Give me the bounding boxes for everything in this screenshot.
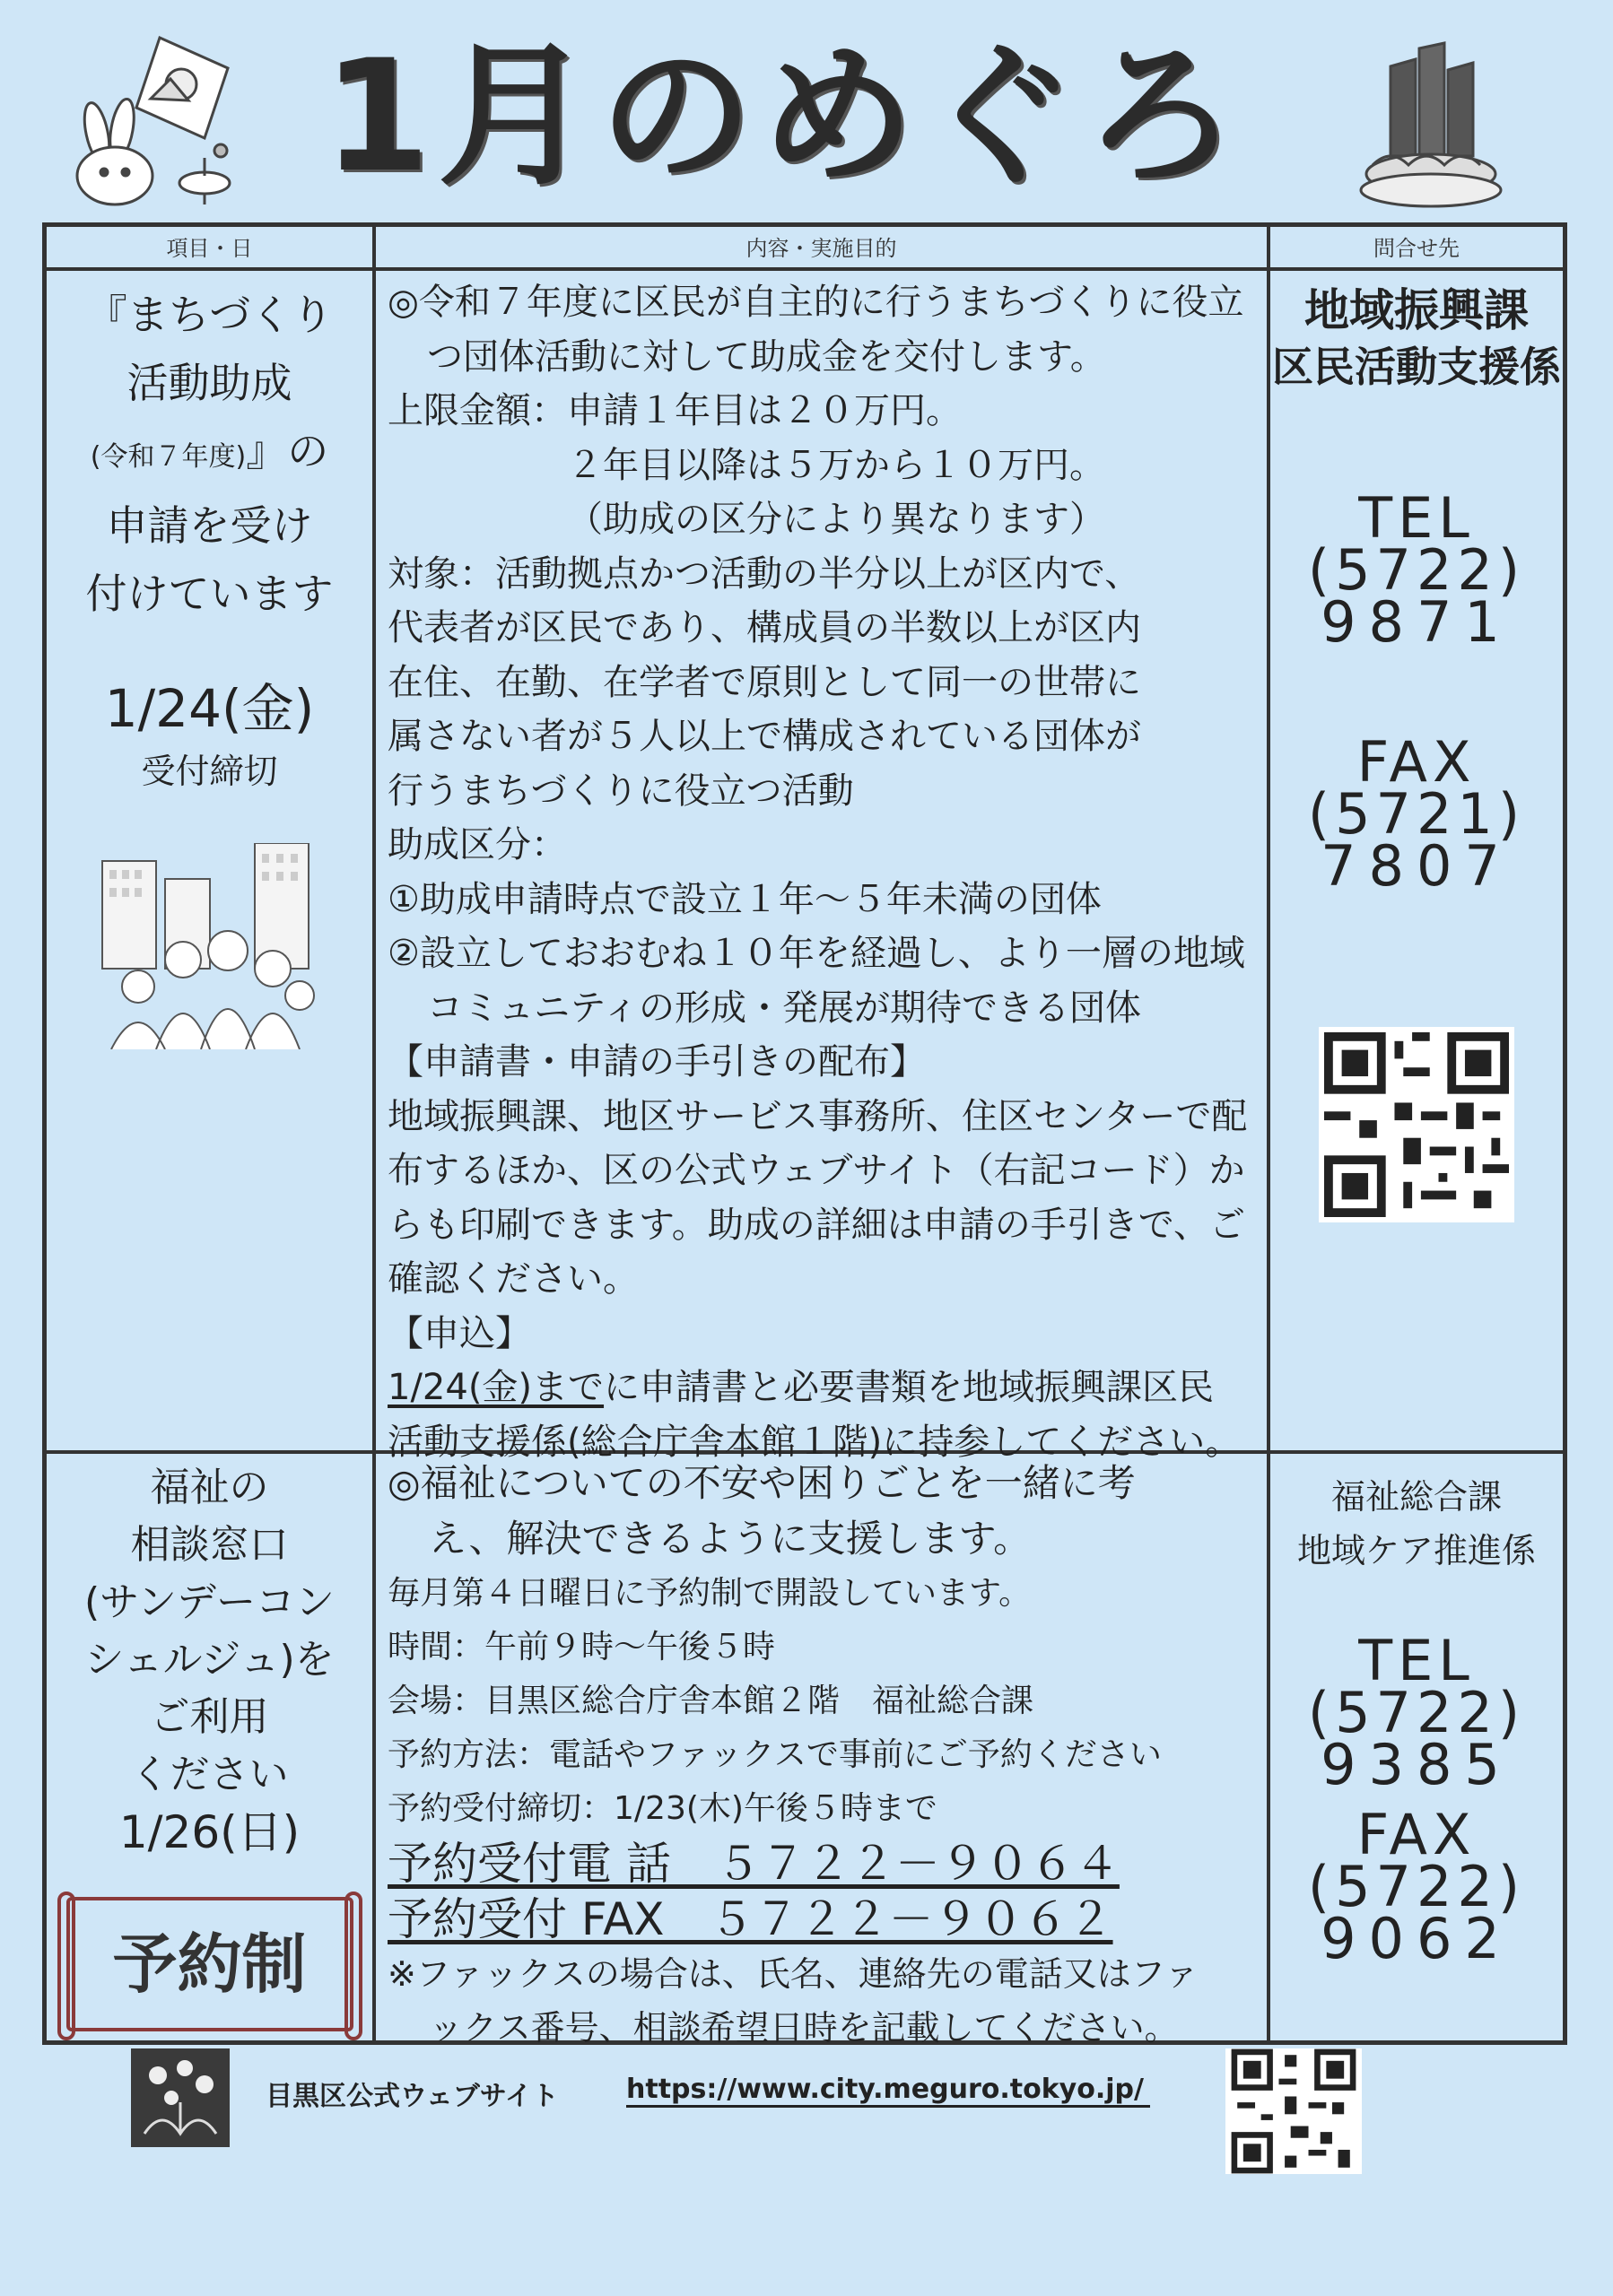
row2-reservation-tel: [388, 1836, 1262, 1892]
row2-fax-label: FAX: [1356, 1802, 1477, 1867]
row1-content-line: 【申込】: [388, 1312, 531, 1354]
row-divider: [47, 267, 1563, 271]
reservation-badge-label: 予約制: [112, 1926, 307, 2002]
row1-deadline-label: 受付締切: [141, 752, 278, 791]
row1-fax-number: 7807: [1321, 833, 1513, 899]
row1-content-line: 代表者が区民であり、構成員の半数以上が区内: [388, 607, 1141, 648]
row2-content-line: 時間：午前９時～午後５時: [388, 1629, 776, 1665]
row2-title-line: ください: [130, 1752, 289, 1797]
row2-title-line: ご利用: [150, 1694, 269, 1740]
qr-code-icon[interactable]: [1319, 1027, 1514, 1222]
row1-content-line: ②設立しておおむね１０年を経過し、より一層の地域: [388, 933, 1245, 974]
row1-contact: [1270, 281, 1563, 1447]
row1-content-line: つ団体活動に対して助成金を交付します。: [427, 335, 1106, 378]
row1-content-line: 上限金額：申請１年目は２０万円。: [388, 390, 962, 431]
row1-title-line: 活動助成: [126, 359, 292, 407]
row1-content-line: 助成区分：: [388, 824, 567, 865]
header-contact: 問合せ先: [1373, 236, 1460, 261]
row1-content-line: ◎令和７年度に区民が自主的に行うまちづくりに役立: [388, 282, 1244, 323]
row2-content-line: ※ファックスの場合は、氏名、連絡先の電話又はファ: [388, 1954, 1199, 1994]
row2-reservation-fax-text: 予約受付 FAX ５７２２－９０６２: [388, 1893, 1113, 1945]
row2-title-line: (サンデーコン: [84, 1579, 335, 1625]
row2-contact: [1270, 1470, 1563, 2044]
row1-content-line: らも印刷できます。助成の詳細は申請の手引きで、ご: [388, 1204, 1245, 1246]
row1-content-line: 対象：活動拠点かつ活動の半分以上が区内で、: [388, 552, 1141, 595]
row1-content-line: 活動支援係(総合庁舎本館１階)に持参してください。: [388, 1421, 1242, 1463]
page-title: 1月のめぐろ: [323, 26, 1245, 206]
row2-content: [388, 1456, 1262, 2048]
row1-title-line: 申請を受け: [106, 501, 313, 550]
row2-tel-area: (5722): [1307, 1680, 1526, 1745]
info-table: [42, 222, 1567, 2048]
scroll-edge-left: [57, 1892, 75, 2040]
row1-deadline-date: 1/24(金): [104, 678, 315, 739]
row1-content-line: コミュニティの形成・発展が期待できる団体: [427, 987, 1141, 1029]
row2-event-date: 1/26(日): [118, 1806, 301, 1858]
row1-tel-label: TEL: [1358, 485, 1475, 551]
row2-content-line: ◎福祉についての不安や困りごとを一緒に考: [388, 1461, 1136, 1505]
row2-content-line: ックス番号、相談希望日時を記載してください。: [429, 2008, 1179, 2048]
row1-content-line: ①助成申請時点で設立１年～５年未満の団体: [388, 878, 1102, 920]
row1-content-line: 【申請書・申請の手引きの配布】: [388, 1041, 926, 1083]
row1-apply-text: に申請書と必要書類を地域振興課区民: [604, 1367, 1215, 1408]
footer-url-link[interactable]: https://www.city.meguro.tokyo.jp/: [626, 2074, 1150, 2108]
row2-content-line: 予約受付締切：1/23(木)午後５時まで: [388, 1790, 937, 1827]
row2-title-line: 相談窓口: [130, 1522, 289, 1568]
footer-site-label: 目黒区公式ウェブサイト: [266, 2081, 559, 2112]
reservation-badge: [66, 1897, 353, 2031]
column-divider: [372, 227, 376, 2040]
row2-reservation-tel-text: 予約受付電 話 ５７２２－９０６４: [388, 1838, 1120, 1890]
row1-content-line: 地域振興課、地区サービス事務所、住区センターで配: [388, 1095, 1248, 1137]
row1-content-line: [388, 1361, 1262, 1415]
header-item-date: 項目・日: [166, 236, 253, 261]
row2-title-line: シェルジュ)を: [84, 1637, 335, 1683]
row1-tel-area: (5722): [1307, 537, 1526, 603]
row1-title-cell: [47, 281, 372, 1447]
row1-content: [388, 275, 1262, 1463]
header-content: 内容・実施目的: [745, 236, 897, 261]
row2-content-line: え、解決できるように支援します。: [429, 1517, 1032, 1561]
row2-title-line: 福祉の: [150, 1465, 269, 1510]
row1-title-suffix: 』の: [246, 427, 329, 475]
row1-fax-label: FAX: [1356, 729, 1477, 795]
row1-contact-dept: 地域振興課: [1304, 284, 1529, 336]
row1-fax-area: (5721): [1307, 781, 1526, 847]
row1-content-line: 属さない者が５人以上で構成されている団体が: [388, 716, 1141, 757]
row2-contact-section: 地域ケア推進係: [1296, 1531, 1536, 1570]
row2-tel-label: TEL: [1358, 1628, 1475, 1693]
row2-content-line: 予約方法：電話やファックスで事前にご予約ください: [388, 1736, 1162, 1773]
row2-reservation-fax: [388, 1892, 1262, 1947]
row2-title-cell: [47, 1459, 372, 2042]
row2-tel-number: 9385: [1321, 1732, 1513, 1797]
row1-content-line: （助成の区分により異なります）: [567, 499, 1105, 540]
row2-content-line: 会場：目黒区総合庁舎本館２階 福祉総合課: [388, 1683, 1034, 1719]
community-people-illustration: [93, 843, 327, 1049]
row1-content-line: 確認ください。: [388, 1258, 639, 1300]
row2-content-line: 毎月第４日曜日に予約制で開設しています。: [388, 1575, 1032, 1612]
row1-content-line: 布するほか、区の公式ウェブサイト（右記コード）か: [388, 1150, 1245, 1191]
row1-content-line: ２年目以降は５万から１０万円。: [567, 444, 1105, 486]
row1-tel-number: 9871: [1321, 589, 1513, 655]
pine-plum-icon: [131, 2048, 230, 2147]
page-header: [0, 0, 1613, 220]
scroll-edge-right: [344, 1892, 362, 2040]
row1-content-line: 行うまちづくりに役立つ活動: [388, 770, 854, 812]
row1-fiscal-year: (令和７年度): [90, 441, 247, 473]
row2-fax-number: 9062: [1321, 1906, 1513, 1971]
rabbit-kite-illustration: [70, 32, 249, 212]
row1-title-line: 『まちづくり: [85, 291, 334, 339]
kadomatsu-illustration: [1355, 39, 1507, 210]
row1-contact-section: 区民活動支援係: [1272, 343, 1561, 391]
footer-qr-code-icon[interactable]: [1225, 2048, 1362, 2174]
row1-title-line: 付けています: [85, 570, 334, 618]
row2-contact-dept: 福祉総合課: [1330, 1477, 1502, 1517]
row1-title-line: [47, 417, 372, 491]
row1-content-line: 在住、在勤、在学者で原則として同一の世帯に: [388, 661, 1141, 703]
row2-fax-area: (5722): [1307, 1854, 1526, 1919]
row1-apply-deadline: 1/24(金)まで: [388, 1367, 605, 1408]
